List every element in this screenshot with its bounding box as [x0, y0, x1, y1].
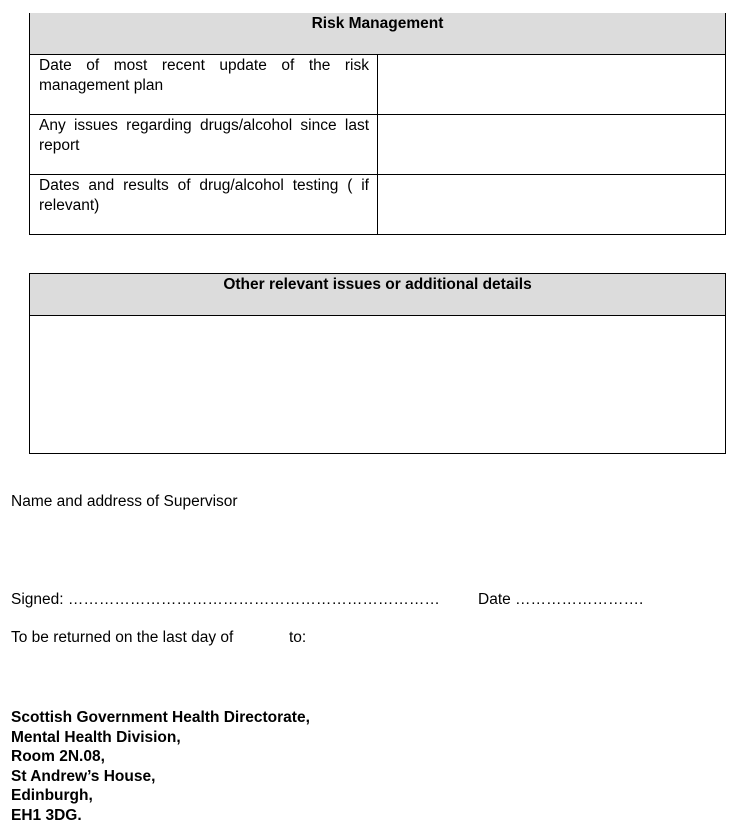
signed-line[interactable]: Signed: ………………………………………………………………	[11, 591, 440, 608]
address-line: EH1 3DG.	[11, 806, 82, 824]
other-issues-field[interactable]	[30, 316, 726, 454]
risk-plan-update-field[interactable]	[378, 55, 726, 115]
address-line: Edinburgh,	[11, 787, 93, 805]
address-line: Scottish Government Health Directorate,	[11, 709, 310, 726]
date-line[interactable]: Date …………………….	[478, 591, 644, 608]
table-row	[30, 55, 726, 115]
table-row	[30, 175, 726, 235]
address-line: Mental Health Division,	[11, 728, 181, 746]
drug-alcohol-testing-label: Dates and results of drug/alcohol testing ( if relevant)	[30, 175, 378, 235]
return-instruction: To be returned on the last day of	[11, 629, 234, 646]
table-row	[30, 115, 726, 175]
address-line: Room 2N.08,	[11, 748, 105, 766]
address-line: St Andrew’s House,	[11, 767, 156, 785]
return-to-label: to:	[289, 629, 307, 646]
other-issues-table	[29, 273, 726, 454]
drug-alcohol-testing-field[interactable]	[378, 175, 726, 235]
risk-management-heading: Risk Management	[30, 13, 726, 55]
supervisor-label: Name and address of Supervisor	[11, 493, 238, 510]
risk-management-table	[29, 13, 726, 235]
risk-plan-update-label: Date of most recent update of the risk management plan	[30, 55, 378, 115]
drug-alcohol-issues-field[interactable]	[378, 115, 726, 175]
drug-alcohol-issues-label: Any issues regarding drugs/alcohol since last report	[30, 115, 378, 175]
return-address	[11, 708, 310, 826]
other-issues-heading: Other relevant issues or additional details	[30, 274, 726, 316]
